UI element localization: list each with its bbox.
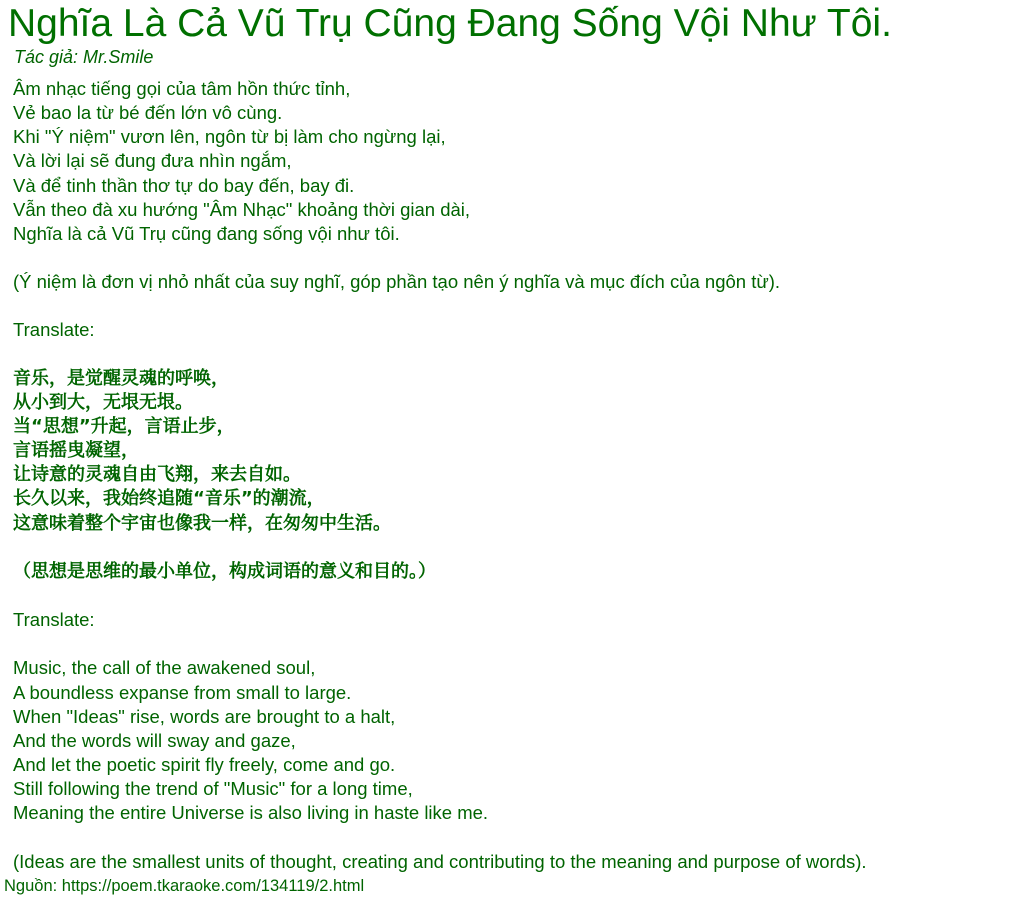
poem-line-english: Music, the call of the awakened soul,: [13, 657, 316, 679]
poem-line: Âm nhạc tiếng gọi của tâm hồn thức tỉnh,: [13, 78, 351, 99]
poem-line-english: Still following the trend of "Music" for a long time,: [13, 778, 413, 800]
author-credit: Tác giả: Mr.Smile: [14, 47, 154, 67]
poem-line: Và để tinh thần thơ tự do bay đến, bay đi.: [13, 174, 355, 196]
poem-line: Vẻ bao la từ bé đến lớn vô cùng.: [13, 102, 283, 124]
poem-line-english: Meaning the entire Universe is also living in haste like me.: [13, 802, 489, 824]
blank-line: [13, 536, 867, 560]
poem-line: Vẫn theo đà xu hướng "Âm Nhạc" khoảng thời gian dài,: [13, 198, 471, 220]
poem-line-chinese: 从小到大，无垠无垠。: [13, 391, 193, 413]
footnote-english: (Ideas are the smallest units of thought, creating and contributing to the meaning and purpose of words).: [13, 850, 867, 872]
poem-line-chinese: 言语摇曳凝望，: [13, 440, 139, 462]
poem-line-chinese: 让诗意的灵魂自由飞翔，来去自如。: [13, 464, 301, 486]
blank-line: [13, 343, 867, 367]
blank-line: [13, 294, 867, 318]
poem-line-english: When "Ideas" rise, words are brought to a halt,: [13, 705, 396, 727]
blank-line: [13, 584, 867, 608]
page-title: Nghĩa Là Cả Vũ Trụ Cũng Đang Sống Vội Như Tôi.: [8, 2, 892, 45]
blank-line: [13, 632, 867, 656]
poem-line-english: And let the poetic spirit fly freely, come and go.: [13, 753, 396, 775]
poem-body: [13, 77, 867, 874]
translate-heading-chinese: Translate:: [13, 319, 95, 341]
source-credit: Nguồn: https://poem.tkaraoke.com/134119/2.html: [4, 877, 365, 895]
footnote-vietnamese: (Ý niệm là đơn vị nhỏ nhất của suy nghĩ, góp phần tạo nên ý nghĩa và mục đích của ngôn từ).: [13, 271, 781, 293]
poem-line-english: And the words will sway and gaze,: [13, 729, 296, 751]
poem-line: Và lời lại sẽ đung đưa nhìn ngắm,: [13, 150, 292, 172]
poem-line-chinese: 音乐，是觉醒灵魂的呼唤，: [13, 367, 229, 389]
poem-line-chinese: 这意味着整个宇宙也像我一样，在匆匆中生活。: [13, 512, 391, 534]
footnote-chinese: （思想是思维的最小单位，构成词语的意义和目的。）: [13, 560, 436, 582]
poem-line-chinese: 长久以来，我始终追随“音乐”的潮流，: [13, 488, 325, 510]
poem-line-chinese: 当“思想”升起，言语止步，: [13, 415, 235, 437]
poem-line: Khi "Ý niệm" vươn lên, ngôn từ bị làm cho ngừng lại,: [13, 126, 446, 148]
poem-line-english: A boundless expanse from small to large.: [13, 681, 352, 703]
blank-line: [13, 246, 867, 270]
translate-heading-english: Translate:: [13, 609, 95, 631]
blank-line: [13, 825, 867, 849]
poem-line: Nghĩa là cả Vũ Trụ cũng đang sống vội như tôi.: [13, 222, 400, 244]
